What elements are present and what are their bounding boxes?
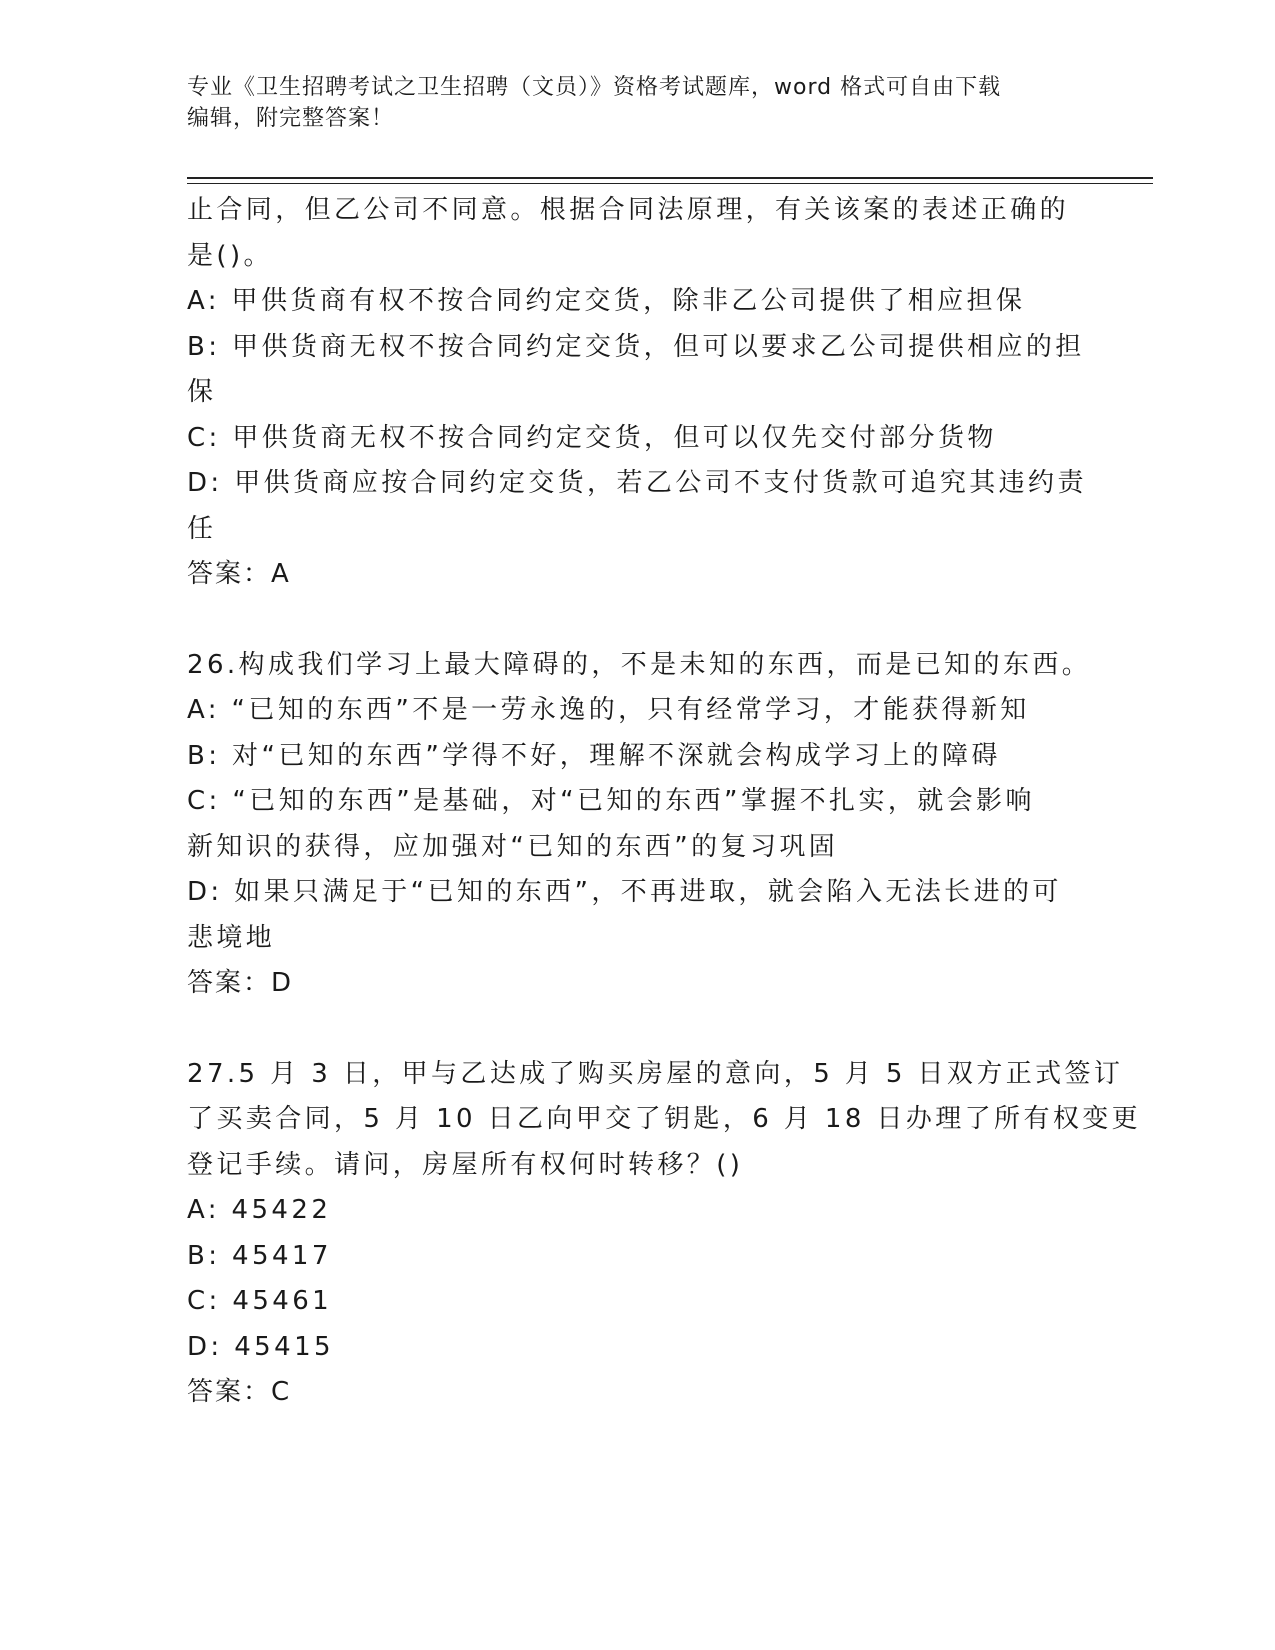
option-a: A: 45422 (187, 1195, 332, 1225)
question-27-block (187, 1052, 1142, 1416)
question-spacer (187, 1007, 1087, 1052)
answer-label: 答案：D (187, 968, 294, 998)
option-d-continued: 悲境地 (187, 922, 276, 953)
option-d: D: 如果只满足于“已知的东西”，不再进取，就会陷入无法长进的可 (187, 877, 1062, 907)
answer-label: 答案：C (187, 1377, 292, 1407)
option-d: D: 45415 (187, 1331, 334, 1362)
answer-label: 答案：A (187, 559, 291, 589)
question-25-block (187, 188, 1087, 598)
option-d: D: 甲供货商应按合同约定交货，若乙公司不支付货款可追究其违约责 (187, 468, 1087, 498)
header-rule-thin (187, 183, 1153, 184)
option-b: B: 45417 (187, 1240, 332, 1271)
question-text-line: 26.构成我们学习上最大障碍的，不是未知的东西，而是已知的东西。 (187, 649, 1092, 680)
question-content (187, 188, 1142, 1416)
question-text-line: 止合同，但乙公司不同意。根据合同法原理，有关该案的表述正确的 (187, 195, 1070, 225)
question-text-line: 登记手续。请问，房屋所有权何时转移？() (187, 1149, 744, 1180)
header-rule-thick (187, 177, 1153, 179)
option-a: A: 甲供货商有权不按合同约定交货，除非乙公司提供了相应担保 (187, 286, 1026, 316)
question-text-line: 了买卖合同，5 月 10 日乙向甲交了钥匙，6 月 18 日办理了所有权变更 (187, 1104, 1142, 1134)
question-text-line: 27.5 月 3 日，甲与乙达成了购买房屋的意向，5 月 5 日双方正式签订 (187, 1058, 1124, 1089)
document-header: 专业《卫生招聘考试之卫生招聘（文员）》资格考试题库，word 格式可自由下载 编辑，附完整答案！ (187, 75, 1002, 131)
question-spacer (187, 598, 1087, 643)
option-c-continued: 新知识的获得，应加强对“已知的东西”的复习巩固 (187, 831, 839, 862)
question-text-line: 是()。 (187, 240, 273, 271)
option-c: C: 甲供货商无权不按合同约定交货，但可以仅先交付部分货物 (187, 422, 997, 453)
option-b: B: 对“已知的东西”学得不好，理解不深就会构成学习上的障碍 (187, 740, 1001, 771)
option-b: B: 甲供货商无权不按合同约定交货，但可以要求乙公司提供相应的担 (187, 331, 1085, 362)
option-b-continued: 保 (187, 377, 217, 407)
option-a: A: “已知的东西”不是一劳永逸的，只有经常学习，才能获得新知 (187, 695, 1030, 725)
option-c: C: 45461 (187, 1286, 333, 1316)
option-c: C: “已知的东西”是基础，对“已知的东西”掌握不扎实，就会影响 (187, 786, 1035, 816)
question-26-block (187, 643, 1092, 1007)
option-d-continued: 任 (187, 513, 217, 544)
